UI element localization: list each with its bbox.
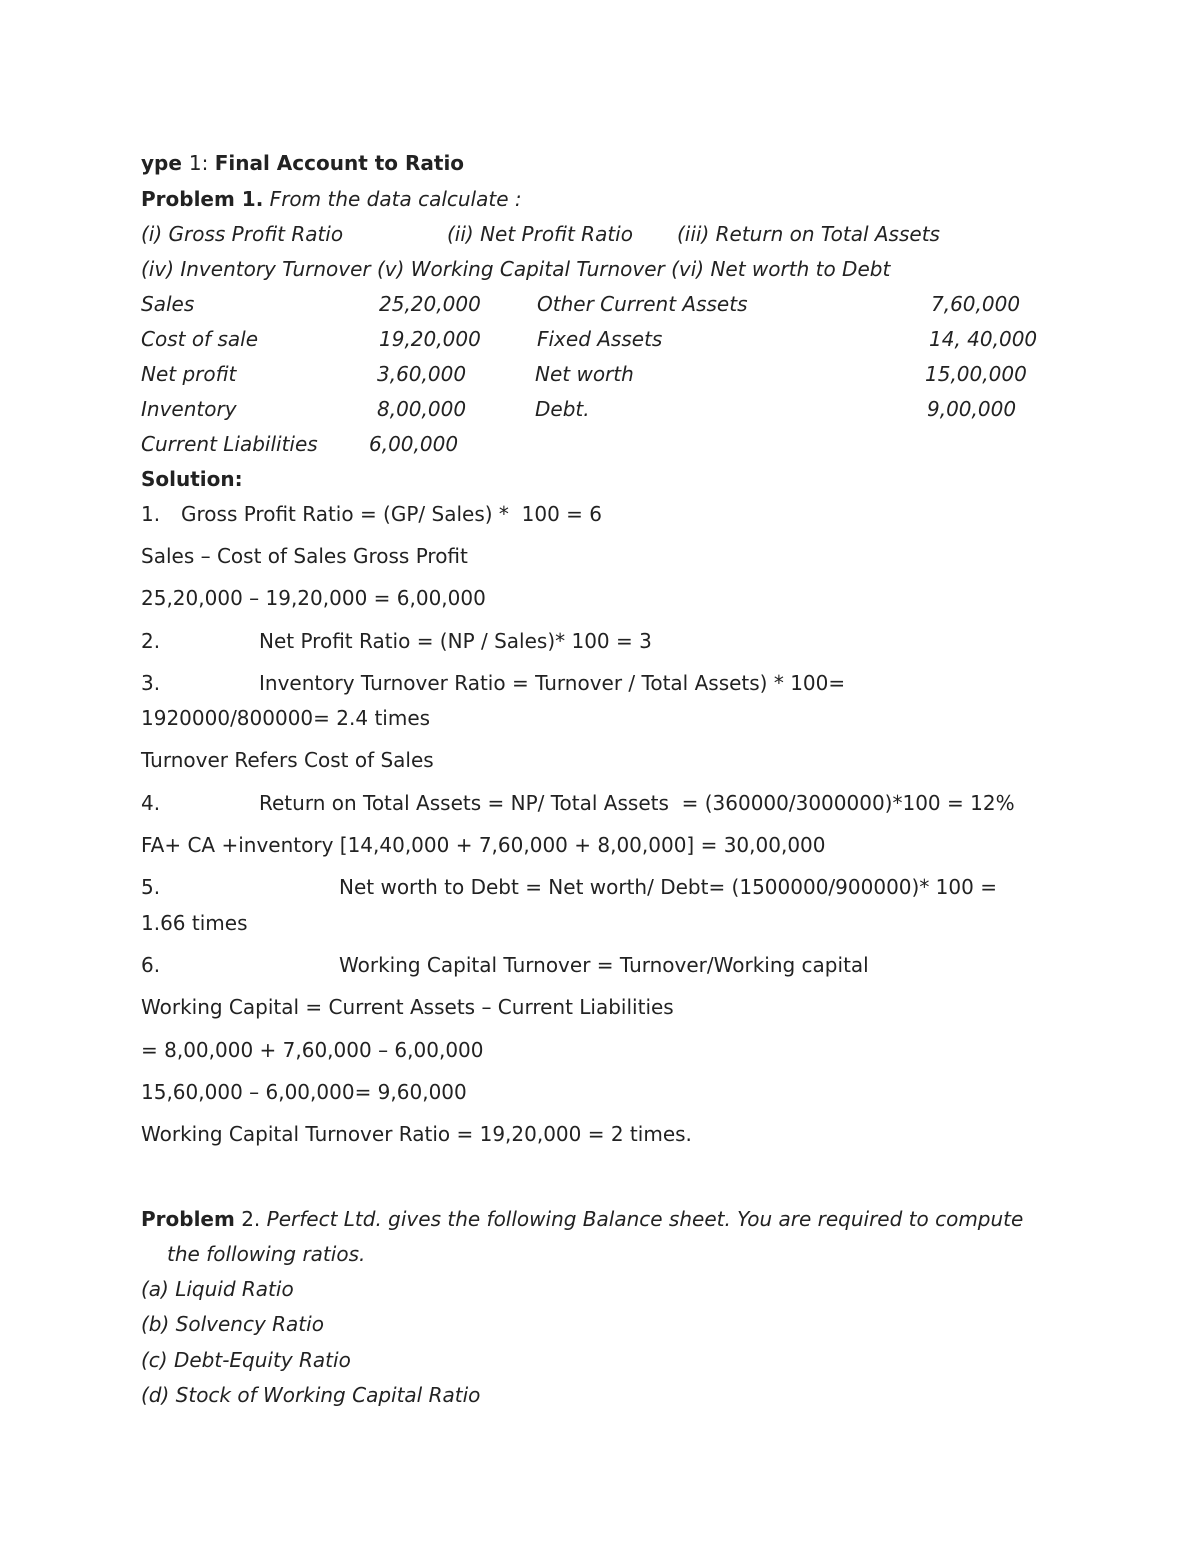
data-value: 15,00,000 xyxy=(925,362,1027,386)
data-value: 19,20,000 xyxy=(379,327,481,351)
data-value: 7,60,000 xyxy=(931,292,1021,316)
solution-line: 15,60,000 – 6,00,000= 9,60,000 xyxy=(141,1080,467,1104)
heading-prefix: ype xyxy=(141,151,189,175)
problem1-items-row2: (iv) Inventory Turnover (v) Working Capital Turnover (vi) Net worth to Debt xyxy=(141,257,891,281)
data-label: Net profit xyxy=(141,362,237,386)
solution-line: Working Capital = Current Assets – Current Liabilities xyxy=(141,995,674,1019)
solution-heading: Solution: xyxy=(141,467,243,491)
problem2-number: 2. xyxy=(234,1207,261,1231)
problem2-text-cont: the following ratios. xyxy=(167,1242,366,1266)
solution-line: Sales – Cost of Sales Gross Profit xyxy=(141,544,468,568)
problem2-text: Perfect Ltd. gives the following Balance sheet. You are required to compute xyxy=(260,1207,1024,1231)
data-label: Sales xyxy=(141,292,195,316)
problem2-label: Problem xyxy=(141,1207,235,1231)
problem1-item-ii: (ii) Net Profit Ratio xyxy=(447,222,633,246)
data-value: 8,00,000 xyxy=(377,397,467,421)
problem2-item: (a) Liquid Ratio xyxy=(141,1277,294,1301)
solution-line: Working Capital Turnover Ratio = 19,20,000 = 2 times. xyxy=(141,1122,692,1146)
section-heading xyxy=(141,150,464,176)
data-label: Debt. xyxy=(535,397,590,421)
problem2-item: (d) Stock of Working Capital Ratio xyxy=(141,1383,481,1407)
step-number: 4. xyxy=(141,791,161,815)
solution-step-3-cont: 1920000/800000= 2.4 times xyxy=(141,706,431,730)
solution-line: FA+ CA +inventory [14,40,000 + 7,60,000 + 8,00,000] = 30,00,000 xyxy=(141,833,826,857)
solution-line: Turnover Refers Cost of Sales xyxy=(141,748,434,772)
solution-step-5-text: Net worth to Debt = Net worth/ Debt= (1500000/900000)* 100 = xyxy=(339,875,997,899)
step-number: 2. xyxy=(141,629,161,653)
problem1-item-i: (i) Gross Profit Ratio xyxy=(141,222,344,246)
data-value: 6,00,000 xyxy=(369,432,459,456)
step-number: 5. xyxy=(141,875,161,899)
data-value: 14, 40,000 xyxy=(929,327,1038,351)
solution-step-3-text: Inventory Turnover Ratio = Turnover / Total Assets) * 100= xyxy=(259,671,846,695)
data-label: Cost of sale xyxy=(141,327,258,351)
solution-step-1-text: Gross Profit Ratio = (GP/ Sales) * 100 = 6 xyxy=(181,502,602,526)
problem2-statement xyxy=(141,1206,1023,1232)
heading-number: 1 xyxy=(188,151,202,175)
solution-line: 25,20,000 – 19,20,000 = 6,00,000 xyxy=(141,586,486,610)
step-number: 1. xyxy=(141,502,161,526)
problem2-item: (c) Debt-Equity Ratio xyxy=(141,1348,351,1372)
problem1-text: From the data calculate : xyxy=(263,187,522,211)
data-label: Other Current Assets xyxy=(537,292,748,316)
heading-separator: : xyxy=(201,151,215,175)
heading-title: Final Account to Ratio xyxy=(214,151,465,175)
data-value: 3,60,000 xyxy=(377,362,467,386)
problem1-label: Problem 1. xyxy=(141,187,264,211)
solution-step-5-cont: 1.66 times xyxy=(141,911,248,935)
problem1-statement xyxy=(141,186,522,212)
solution-step-6-text: Working Capital Turnover = Turnover/Working capital xyxy=(339,953,869,977)
solution-line: = 8,00,000 + 7,60,000 – 6,00,000 xyxy=(141,1038,484,1062)
solution-step-1 xyxy=(141,501,160,527)
solution-step-2-text: Net Profit Ratio = (NP / Sales)* 100 = 3 xyxy=(259,629,652,653)
data-label: Inventory xyxy=(141,397,237,421)
step-number: 6. xyxy=(141,953,161,977)
data-label: Fixed Assets xyxy=(537,327,663,351)
step-number: 3. xyxy=(141,671,161,695)
data-value: 25,20,000 xyxy=(379,292,481,316)
data-label: Net worth xyxy=(535,362,634,386)
problem2-item: (b) Solvency Ratio xyxy=(141,1312,324,1336)
solution-step-4-text: Return on Total Assets = NP/ Total Assets = (360000/3000000)*100 = 12% xyxy=(259,791,1015,815)
problem1-item-iii: (iii) Return on Total Assets xyxy=(677,222,940,246)
data-label: Current Liabilities xyxy=(141,432,318,456)
data-value: 9,00,000 xyxy=(927,397,1017,421)
